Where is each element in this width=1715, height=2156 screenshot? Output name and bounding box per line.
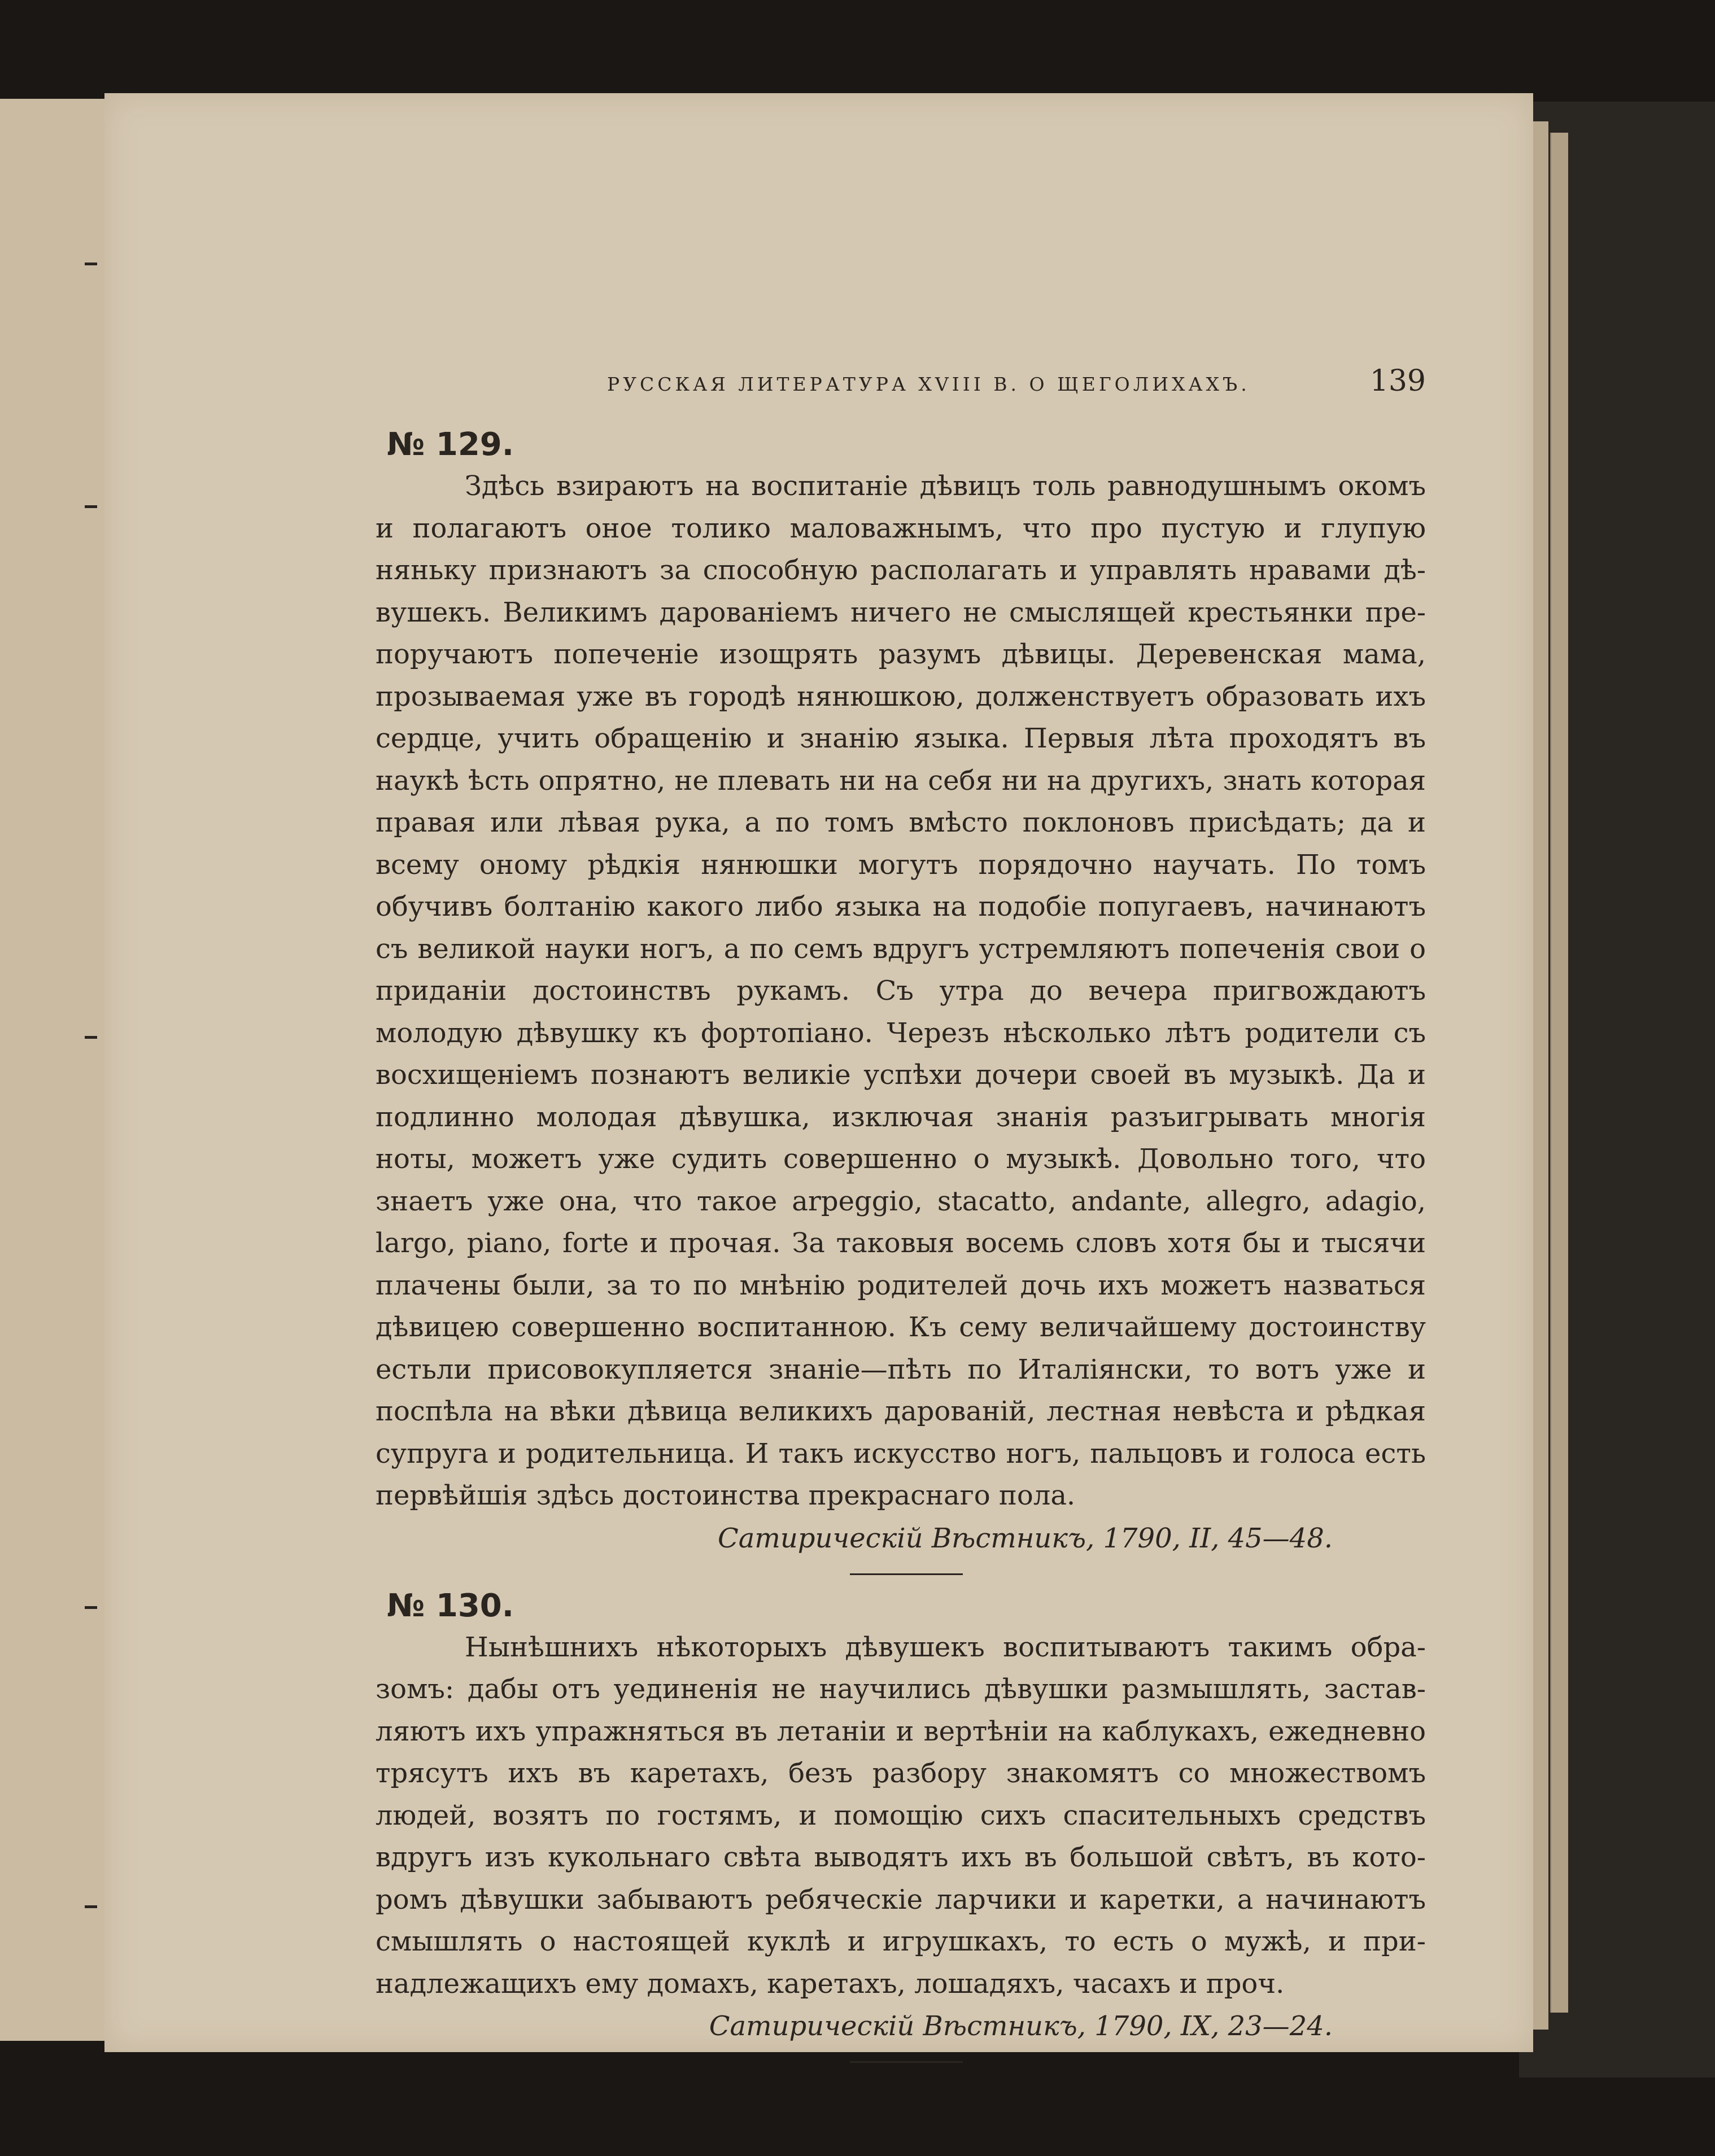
entry-text: Нынѣшнихъ нѣкоторыхъ дѣвушекъ воспитываютъ такимъ образомъ: дабы отъ уединенія не научились дѣвушки размышлять, заставляютъ ихъ упражняться въ летаніи и вертѣніи на каблукахъ, ежедневно трясутъ ихъ въ каретахъ, безъ разбору знакомятъ со множествомъ людей, возятъ по гостямъ, и помощію сихъ спасительныхъ средствъ вдругъ изъ кукольнаго свѣта выводятъ ихъ въ большой свѣтъ, въ которомъ дѣвушки забываютъ ребяческіе ларчики и каретки, а начинаютъ смышлять о настоящей куклѣ и игрушкахъ, то есть о мужѣ, и принадлежащихъ ему домахъ, каретахъ, лошадяхъ, часахъ и проч. — [376, 1631, 1426, 2000]
running-head — [376, 364, 1426, 409]
entry-number: № 129. — [387, 426, 514, 463]
entry-source: Сатирическій Вѣстникъ, 1790, II, 45—48. — [718, 1522, 1333, 1554]
page-number: 139 — [1369, 364, 1426, 398]
facing-page-edge — [0, 99, 108, 2041]
entry-number: № 130. — [387, 1587, 514, 1624]
book-page — [104, 93, 1533, 2052]
entry-129 — [376, 426, 1426, 1554]
section-divider — [850, 1573, 963, 1575]
page-content — [376, 364, 1426, 2075]
running-head-title: РУССКАЯ ЛИТЕРАТУРА XVIII В. О ЩЕГОЛИХАХЪ. — [607, 373, 1250, 395]
page-stack-edge — [1550, 133, 1568, 2013]
section-divider — [850, 2061, 963, 2063]
book-cover — [1519, 102, 1715, 2078]
entry-text: Здѣсь взираютъ на воспитаніе дѣвицъ толь равнодушнымъ окомъ и полагаютъ оное толико маловажнымъ, что про пустую и глупую няньку признаютъ за способную располагать и управлять нравами дѣвушекъ. Великимъ дарованіемъ ничего не смыслящей крестьянки препоручаютъ попеченіе изощрять разумъ дѣвицы. Деревенская мама, прозываемая уже въ городѣ нянюшкою, долженствуетъ образовать ихъ сердце, учить обращенію и знанію языка. Первыя лѣта проходятъ въ наукѣ ѣсть опрятно, не плевать ни на себя ни на другихъ, знать которая правая или лѣвая рука, а по томъ вмѣсто поклоновъ присѣдать; да и всему оному рѣдкія нянюшки могутъ порядочно научать. По томъ обучивъ болтанію какого либо языка на подобіе попугаевъ, начинаютъ съ великой науки ногъ, а по семъ вдругъ устремляютъ попеченія свои о приданіи достоинствъ рукамъ. Съ утра до вечера пригвождаютъ молодую дѣвушку къ фортопіано. Черезъ нѣсколько лѣтъ родители съ восхищеніемъ познаютъ великіе успѣхи дочери своей въ музыкѣ. Да и подлинно молодая дѣвушка, изключая знанія разъигрывать многія ноты, можетъ уже судить совершенно о музыкѣ. Довольно того, что знаетъ уже она, что такое arpeggio, stacatto, andante, allegro, adagio, largo, piano, forte и прочая. За таковыя восемь словъ хотя бы и тысячи плачены были, за то по мнѣнію родителей дочь ихъ можетъ назваться дѣвицею совершенно воспитанною. Къ сему величайшему достоинству естьли присовокупляется знаніе—пѣть по Италіянски, то вотъ уже и поспѣла на вѣки дѣвица великихъ дарованій, лестная невѣста и рѣдкая супруга и родительница. И такъ искусство ногъ, пальцовъ и голоса есть первѣйшія здѣсь достоинства прекраснаго пола. — [376, 470, 1426, 1511]
entry-130 — [376, 1588, 1426, 2043]
entry-source: Сатирическій Вѣстникъ, 1790, IX, 23—24. — [709, 2010, 1333, 2042]
